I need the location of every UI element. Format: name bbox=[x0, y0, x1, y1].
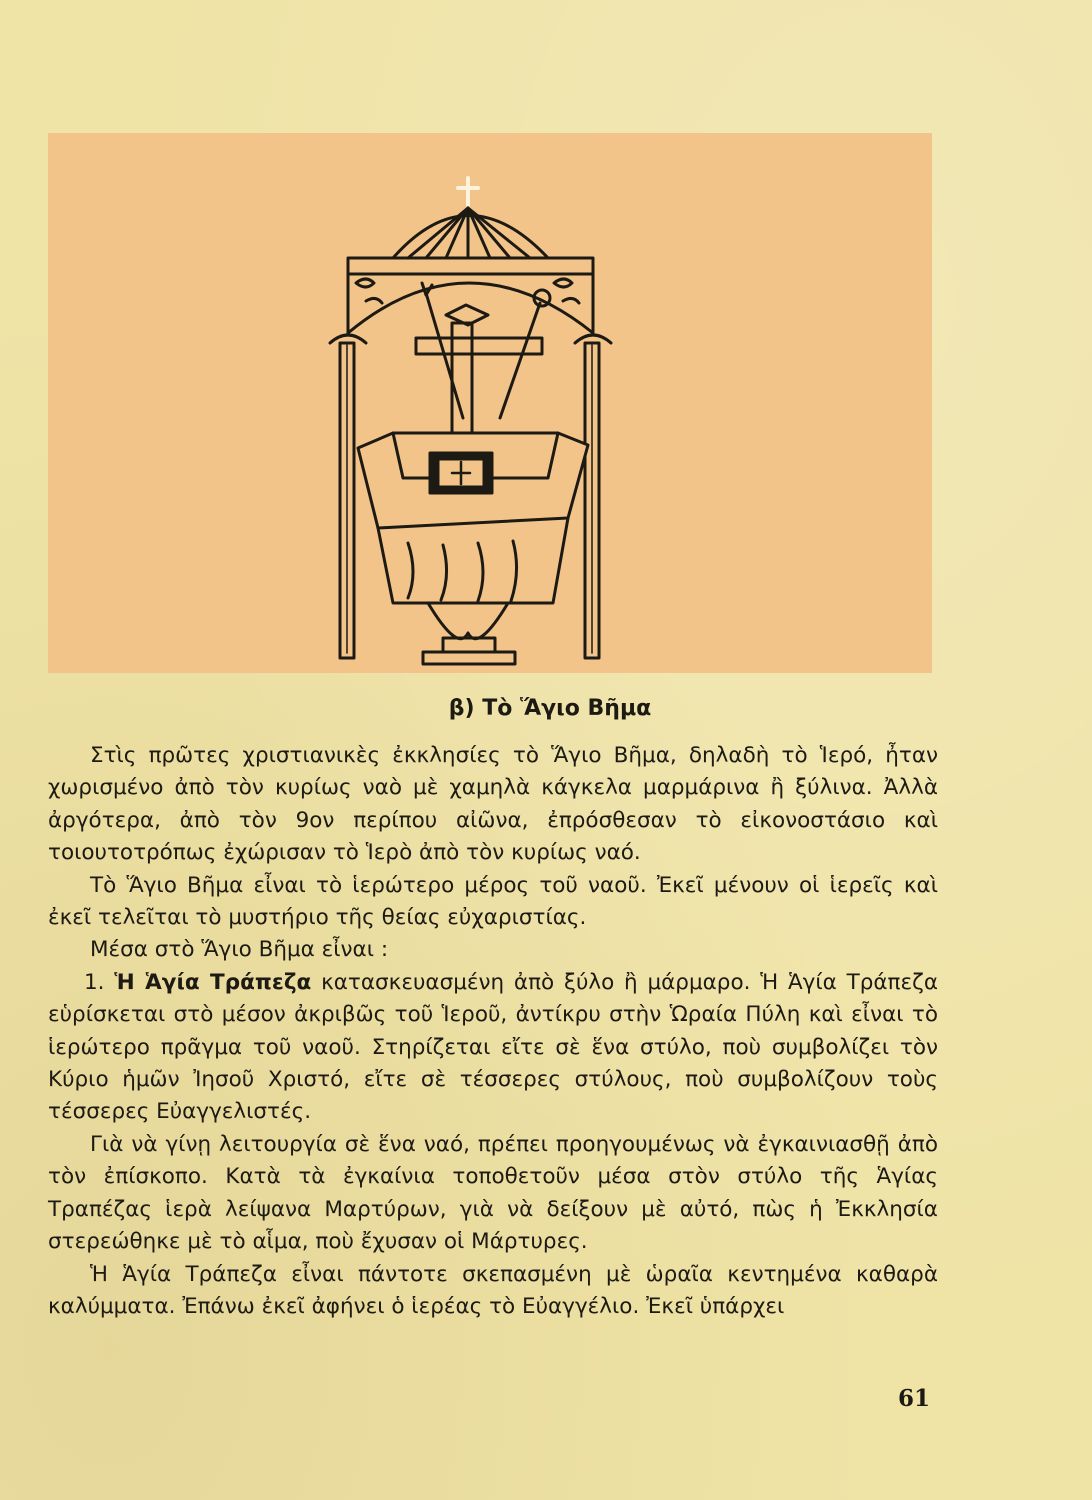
paragraph: Στὶς πρῶτες χριστιανικὲς ἐκκλησίες τὸ Ἅγιο Βῆμα, δηλαδὴ τὸ Ἱερό, ἦταν χωρισμένο ἀπὸ τὸν κυρίως ναὸ μὲ χαμηλὰ κάγκελα μαρμάρινα ἢ ξύλινα. Ἀλλὰ ἀργότερα, ἀπὸ τὸν 9ον περίπου αἰῶνα, ἐπρόσθεσαν τὸ εἰκονοστάσιο καὶ τοιουτοτρόπως ἐχώρισαν τὸ Ἱερὸ ἀπὸ τὸν κυρίως ναό. bbox=[48, 743, 938, 866]
list-item bbox=[48, 967, 938, 1129]
list-item-title: Ἡ Ἁγία Τράπεζα bbox=[114, 969, 312, 995]
body-text bbox=[48, 740, 938, 1323]
paragraph: Ἡ Ἁγία Τράπεζα εἶναι πάντοτε σκεπασμένη μὲ ὡραῖα κεντημένα καθαρὰ καλύμματα. Ἐπάνω ἐκεῖ ἀφήνει ὁ ἱερέας τὸ Εὐαγγέλιο. Ἐκεῖ ὑπάρχει bbox=[48, 1261, 938, 1319]
altar-drawing bbox=[48, 133, 932, 673]
paragraph: Τὸ Ἅγιο Βῆμα εἶναι τὸ ἱερώτερο μέρος τοῦ ναοῦ. Ἐκεῖ μένουν οἱ ἱερεῖς καὶ ἐκεῖ τελεῖται τὸ μυστήριο τῆς θείας εὐχαριστίας. bbox=[48, 872, 938, 931]
section-heading bbox=[0, 688, 1092, 723]
list-item-text: κατασκευασμένη ἀπὸ ξύλο ἢ μάρμαρο. Ἡ Ἁγία Τράπεζα εὑρίσκεται στὸ μέσον ἀκριβῶς τοῦ Ἱεροῦ, ἀντίκρυ στὴν Ὡραία Πύλη καὶ εἶναι τὸ ἱερώτερο πρᾶγμα τοῦ ναοῦ. Στηρίζεται εἴτε σὲ ἕνα στύλο, ποὺ συμβολίζει τὸν Κύριο ἡμῶν Ἰησοῦ Χριστό, εἴτε σὲ τέσσερες στύλους, ποὺ συμβολίζουν τοὺς τέσσερες Εὐαγγελιστές. bbox=[48, 969, 938, 1125]
list-item-number: 1. bbox=[84, 969, 105, 995]
altar-illustration bbox=[48, 133, 932, 673]
section-heading-text: β) Τὸ Ἅγιο Βῆμα bbox=[448, 696, 652, 721]
paragraph: Μέσα στὸ Ἅγιο Βῆμα εἶναι : bbox=[90, 937, 389, 963]
paragraph: Γιὰ νὰ γίνῃ λειτουργία σὲ ἕνα ναό, πρέπει προηγουμένως νὰ ἐγκαινιασθῇ ἀπὸ τὸν ἐπίσκοπο. Κατὰ τὰ ἐγκαίνια τοποθετοῦν μέσα στὸν στύλο τῆς Ἁγίας Τραπέζας ἱερὰ λείψανα Μαρτύρων, γιὰ νὰ δείξουν μὲ αὐτό, πὼς ἡ Ἐκκλησία στερεώθηκε μὲ τὸ αἷμα, ποὺ ἔχυσαν οἱ Μάρτυρες. bbox=[48, 1131, 938, 1255]
page-number: 61 bbox=[897, 1385, 930, 1412]
